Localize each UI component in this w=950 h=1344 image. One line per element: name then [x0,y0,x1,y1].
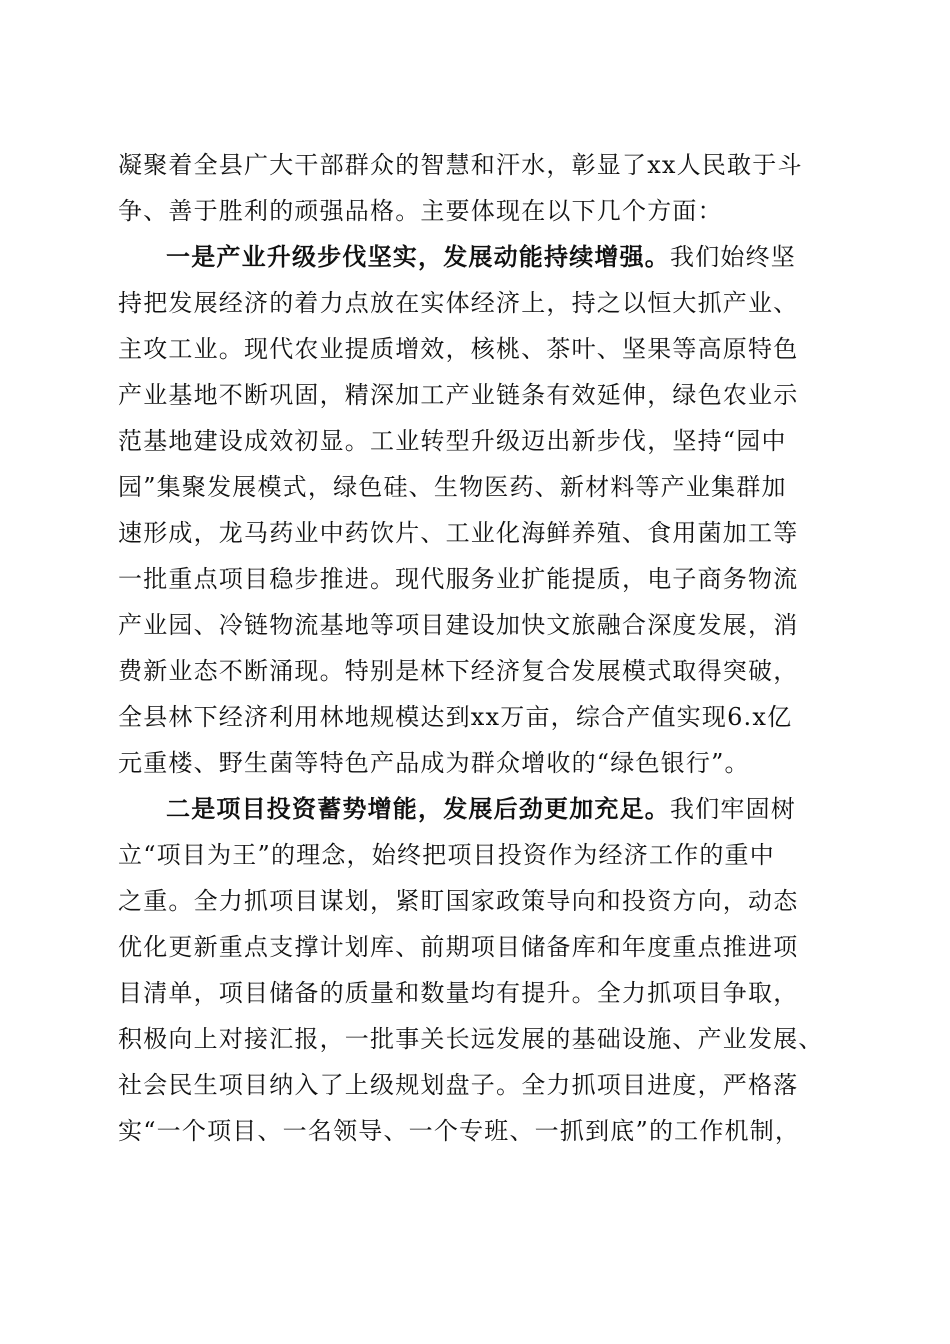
text-line: 全县林下经济利用林地规模达到xx万亩，综合产值实现6.x亿 [118,703,793,731]
text-line: 主攻工业。现代农业提质增效，核桃、茶叶、坚果等高原特色 [118,335,799,363]
paragraph-text: 我们牢固树 [670,795,796,823]
paragraph-text: 我们始终坚 [670,243,796,271]
paragraph-first-line [166,789,796,829]
text-line: 费新业态不断涌现。特别是林下经济复合发展模式取得突破， [118,657,799,685]
text-line: 范基地建设成效初显。工业转型升级迈出新步伐，坚持“园中 [118,427,787,455]
text-line: 产业园、冷链物流基地等项目建设加快文旅融合深度发展，消 [118,611,799,639]
text-line: 之重。全力抓项目谋划，紧盯国家政策导向和投资方向，动态 [118,887,799,915]
paragraph-lead: 二是项目投资蓄势增能，发展后劲更加充足。 [166,794,670,823]
text-line: 实“一个项目、一名领导、一个专班、一抓到底”的工作机制， [118,1117,801,1145]
text-line: 目清单，项目储备的质量和数量均有提升。全力抓项目争取， [118,979,799,1007]
text-line: 园”集聚发展模式，绿色硅、生物医药、新材料等产业集群加 [118,473,787,501]
text-line: 立“项目为王”的理念，始终把项目投资作为经济工作的重中 [118,841,775,869]
text-line: 元重楼、野生菌等特色产品成为群众增收的“绿色银行”。 [118,749,750,777]
text-line: 优化更新重点支撑计划库、前期项目储备库和年度重点推进项 [118,933,799,961]
paragraph-first-line [166,237,796,277]
text-line: 积极向上对接汇报，一批事关长远发展的基础设施、产业发展、 [118,1025,824,1053]
text-line: 速形成，龙马药业中药饮片、工业化海鲜养殖、食用菌加工等 [118,519,799,547]
text-line: 一批重点项目稳步推进。现代服务业扩能提质，电子商务物流 [118,565,799,593]
text-line: 持把发展经济的着力点放在实体经济上，持之以恒大抓产业、 [118,289,799,317]
text-line: 产业基地不断巩固，精深加工产业链条有效延伸，绿色农业示 [118,381,799,409]
text-line: 凝聚着全县广大干部群众的智慧和汗水，彰显了xx人民敢于斗 [118,151,803,179]
text-line: 社会民生项目纳入了上级规划盘子。全力抓项目进度，严格落 [118,1071,799,1099]
paragraph-lead: 一是产业升级步伐坚实，发展动能持续增强。 [166,242,670,271]
text-line: 争、善于胜利的顽强品格。主要体现在以下几个方面： [118,197,723,225]
